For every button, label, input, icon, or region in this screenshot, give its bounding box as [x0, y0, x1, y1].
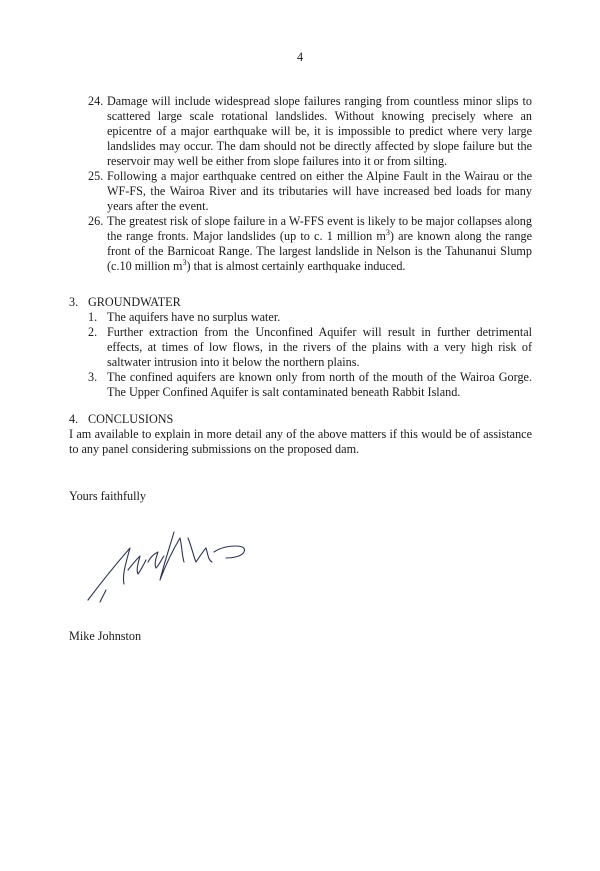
list-item [88, 94, 532, 169]
list-item [88, 169, 532, 214]
list-item [88, 325, 532, 370]
numbered-paragraphs [88, 94, 532, 274]
item-text-part: The greatest risk of slope failure in a W-FFS event is likely to be major collapses along the range fronts. Major landslides (up to c. 1 million m [107, 214, 532, 243]
item-text: Damage will include widespread slope failures ranging from countless minor slips to scattered large scale rotational landslides. Without knowing precisely where an epicentre of a major earthquake will be, it is impossible to predict where very large landslides may occur. The dam should not be directly affected by slope failure but the reservoir may well be either from slope failures into it or from silting. [107, 94, 532, 168]
superscript: 3 [182, 257, 187, 267]
section-title: GROUNDWATER [88, 295, 181, 309]
item-text-part: ) are known along the range front of the Barnicoat Range. The largest landslide in Nelson is the Tahunanui Slump (c.10 million m [107, 229, 532, 273]
section-number: 4. [69, 412, 79, 426]
item-text: The aquifers have no surplus water. [107, 310, 281, 324]
item-number: 24. [88, 94, 104, 108]
section-number: 3. [69, 295, 79, 309]
item-text: Following a major earthquake centred on either the Alpine Fault in the Wairau or the WF-FS, the Wairoa River and its tributaries will have increased bed loads for many years after the event. [107, 169, 532, 213]
item-text-part: ) that is almost certainly earthquake induced. [186, 259, 406, 273]
groundwater-list [88, 310, 532, 400]
closing-salutation: Yours faithfully [69, 489, 146, 503]
signature-image [78, 518, 260, 608]
section-heading-groundwater [69, 295, 181, 310]
item-text: The confined aquifers are known only from north of the mouth of the Wairoa Gorge. The Upper Confined Aquifer is salt contaminated beneath Rabbit Island. [107, 370, 532, 399]
item-number: 26. [88, 214, 104, 228]
list-item [88, 370, 532, 400]
item-number: 2. [88, 325, 98, 339]
section-title: CONCLUSIONS [88, 412, 174, 426]
conclusion-paragraph: I am available to explain in more detail any of the above matters if this would be of assistance to any panel considering submissions on the proposed dam. [69, 427, 532, 456]
item-number: 3. [88, 370, 98, 384]
signer-name: Mike Johnston [69, 629, 142, 643]
item-text: Further extraction from the Unconfined Aquifer will result in further detrimental effects, at times of low flows, in the rivers of the plains with a very high risk of saltwater intrusion into it below the northern plains. [107, 325, 532, 369]
item-number: 25. [88, 169, 104, 183]
list-item [88, 214, 532, 274]
page-number: 4 [296, 50, 304, 64]
section-heading-conclusions [69, 412, 173, 427]
list-item [88, 310, 532, 325]
item-text [107, 214, 532, 274]
superscript: 3 [385, 227, 390, 237]
item-number: 1. [88, 310, 98, 324]
